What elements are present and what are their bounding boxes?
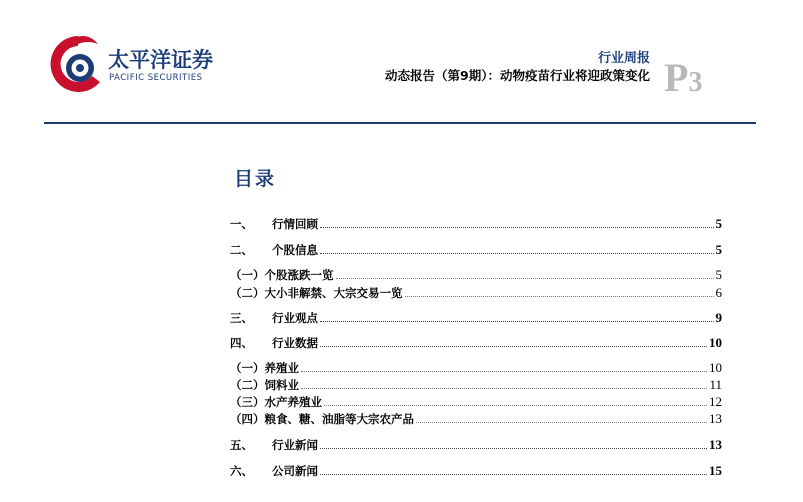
page-prefix: P	[664, 55, 689, 100]
toc-entry[interactable]	[230, 360, 722, 376]
toc-leader-dots	[405, 295, 714, 297]
toc-entry-page: 5	[715, 216, 722, 231]
toc-entry-page: 10	[709, 360, 722, 375]
toc-leader-dots	[320, 320, 714, 322]
toc-entry-page: 10	[709, 335, 722, 350]
toc-leader-dots	[416, 421, 707, 423]
toc-entry-title: 行业观点	[272, 311, 318, 325]
toc-entry-page: 15	[709, 463, 722, 478]
toc-leader-dots	[324, 404, 707, 406]
toc-entry-title: （四）粮食、糖、油脂等大宗农产品	[230, 412, 414, 426]
pacific-securities-logo-icon	[48, 30, 108, 100]
toc-entry-title: 行情回顾	[272, 217, 318, 231]
toc-leader-dots	[320, 473, 707, 475]
toc-entry-number: 六、	[230, 464, 253, 478]
toc-entry-number: 四、	[230, 336, 253, 350]
company-name-cn: 太平洋证券	[108, 48, 213, 72]
company-logo	[48, 30, 213, 100]
report-title: 动态报告（第9期）：动物疫苗行业将迎政策变化	[385, 68, 650, 83]
toc-entry-title: （一）养殖业	[230, 361, 299, 375]
toc-entry-title: 行业数据	[272, 336, 318, 350]
toc-entry-number: 五、	[230, 438, 253, 452]
toc-entry-number: 二、	[230, 243, 253, 257]
toc-entry-page: 13	[709, 437, 722, 452]
toc-entry-page: 5	[715, 267, 722, 282]
toc-leader-dots	[320, 226, 714, 228]
page-number	[664, 55, 703, 100]
toc-entry-title: （二）大小非解禁、大宗交易一览	[230, 286, 403, 300]
toc-entry[interactable]	[230, 267, 722, 283]
toc-entry-title: （二）饲料业	[230, 378, 299, 392]
toc-entry-page: 13	[709, 411, 722, 426]
page-number-value: 3	[688, 67, 703, 98]
toc-leader-dots	[336, 277, 714, 279]
report-type: 行业周报	[597, 51, 650, 66]
toc-entry[interactable]	[230, 335, 722, 351]
toc-entry-page: 9	[715, 310, 722, 325]
toc-entry[interactable]	[230, 216, 722, 232]
toc-entry[interactable]	[230, 437, 722, 453]
toc-entry[interactable]	[230, 242, 722, 258]
toc-entry-page: 12	[709, 394, 722, 409]
header-divider	[44, 122, 756, 124]
toc-leader-dots	[301, 387, 707, 389]
toc-entry-page: 5	[715, 242, 722, 257]
company-name-en: PACIFIC SECURITIES	[109, 73, 203, 83]
toc-leader-dots	[320, 345, 707, 347]
toc-entry[interactable]	[230, 285, 722, 301]
toc-entry-title: 个股信息	[272, 243, 318, 257]
toc-entry[interactable]	[230, 463, 722, 479]
toc-entry-title: 公司新闻	[272, 464, 318, 478]
toc-entry-number: 三、	[230, 311, 253, 325]
toc-entry-page: 11	[709, 377, 722, 392]
toc-entry[interactable]	[230, 394, 722, 410]
toc-heading: 目录	[234, 168, 277, 190]
toc-entry[interactable]	[230, 411, 722, 427]
toc-entry[interactable]	[230, 377, 722, 393]
toc-leader-dots	[301, 370, 707, 372]
toc-entry-title: （一）个股涨跌一览	[230, 268, 334, 282]
toc-entry-title: （三）水产养殖业	[230, 395, 322, 409]
toc-entry[interactable]	[230, 310, 722, 326]
toc-entry-number: 一、	[230, 217, 253, 231]
toc-entry-page: 6	[715, 285, 722, 300]
toc-entry-title: 行业新闻	[272, 438, 318, 452]
toc-leader-dots	[320, 447, 707, 449]
toc-leader-dots	[320, 252, 714, 254]
